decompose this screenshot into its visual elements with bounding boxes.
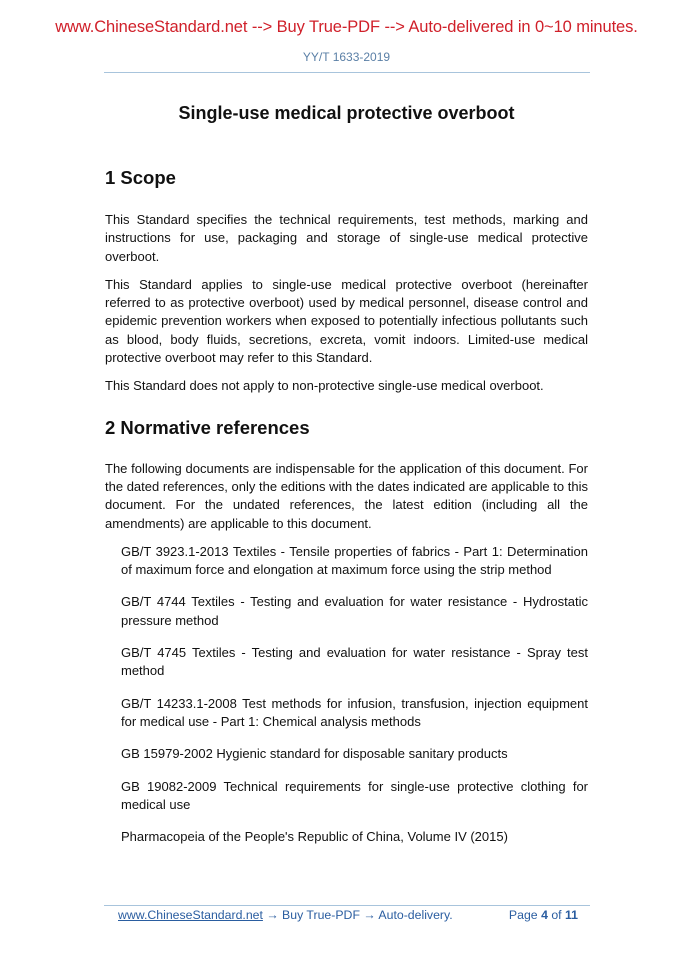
footer-promo	[118, 908, 453, 922]
section-heading-scope: 1 Scope	[105, 167, 176, 188]
scope-paragraph: This Standard does not apply to non-protective single-use medical overboot.	[105, 378, 544, 394]
footer-divider	[104, 905, 590, 906]
footer-tagline: → Buy True-PDF → Auto-delivery.	[262, 908, 453, 922]
reference-item: Pharmacopeia of the People's Republic of China, Volume IV (2015)	[121, 829, 508, 845]
page-footer	[118, 908, 578, 922]
page-indicator	[509, 908, 578, 922]
reference-item: GB/T 4744 Textiles - Testing and evaluation for water resistance - Hydrostatic pressure method	[121, 594, 588, 628]
page-title: Single-use medical protective overboot	[178, 103, 515, 123]
total-pages: 11	[565, 908, 578, 922]
normative-intro-paragraph: The following documents are indispensable for the application of this document. For the dated references, only the editions with the dates indicated are applicable to this document. For the undated references, the latest edition (including all the amendments) are applicable to this document.	[105, 460, 588, 531]
scope-paragraph: This Standard applies to single-use medical protective overboot (hereinafter referred to as protective overboot) used by medical personnel, disease control and epidemic prevention workers when exposed to potentially infectious pollutants such as blood, body fluids, secretions, excreta, vomit indoors. Limited-use medical protective overboot may refer to this Standard.	[105, 276, 588, 366]
header-divider	[104, 72, 590, 73]
current-page: 4	[541, 908, 548, 922]
document-body	[105, 163, 588, 846]
reference-item: GB/T 14233.1-2008 Test methods for infusion, transfusion, injection equipment for medical use - Part 1: Chemical analysis methods	[121, 695, 588, 729]
reference-item: GB 19082-2009 Technical requirements for single-use protective clothing for medical use	[121, 778, 588, 812]
reference-list	[105, 543, 588, 847]
scope-paragraph: This Standard specifies the technical requirements, test methods, marking and instructions for use, packaging and storage of single-use medical protective overboot.	[105, 212, 588, 264]
reference-item: GB 15979-2002 Hygienic standard for disposable sanitary products	[121, 746, 508, 762]
reference-item: GB/T 3923.1-2013 Textiles - Tensile properties of fabrics - Part 1: Determination of maximum force and elongation at maximum force using the strip method	[121, 543, 588, 578]
section-heading-normative-references: 2 Normative references	[105, 416, 310, 438]
page-label: Page	[508, 908, 542, 922]
reference-item: GB/T 4745 Textiles - Testing and evaluation for water resistance - Spray test method	[121, 645, 588, 679]
footer-site-link[interactable]: www.ChineseStandard.net	[118, 908, 263, 922]
document-number: YY/T 1633-2019	[302, 50, 391, 64]
page-of-label: of	[547, 908, 565, 922]
promo-banner: www.ChineseStandard.net --> Buy True-PDF --> Auto-delivered in 0~10 minutes.	[55, 18, 638, 36]
